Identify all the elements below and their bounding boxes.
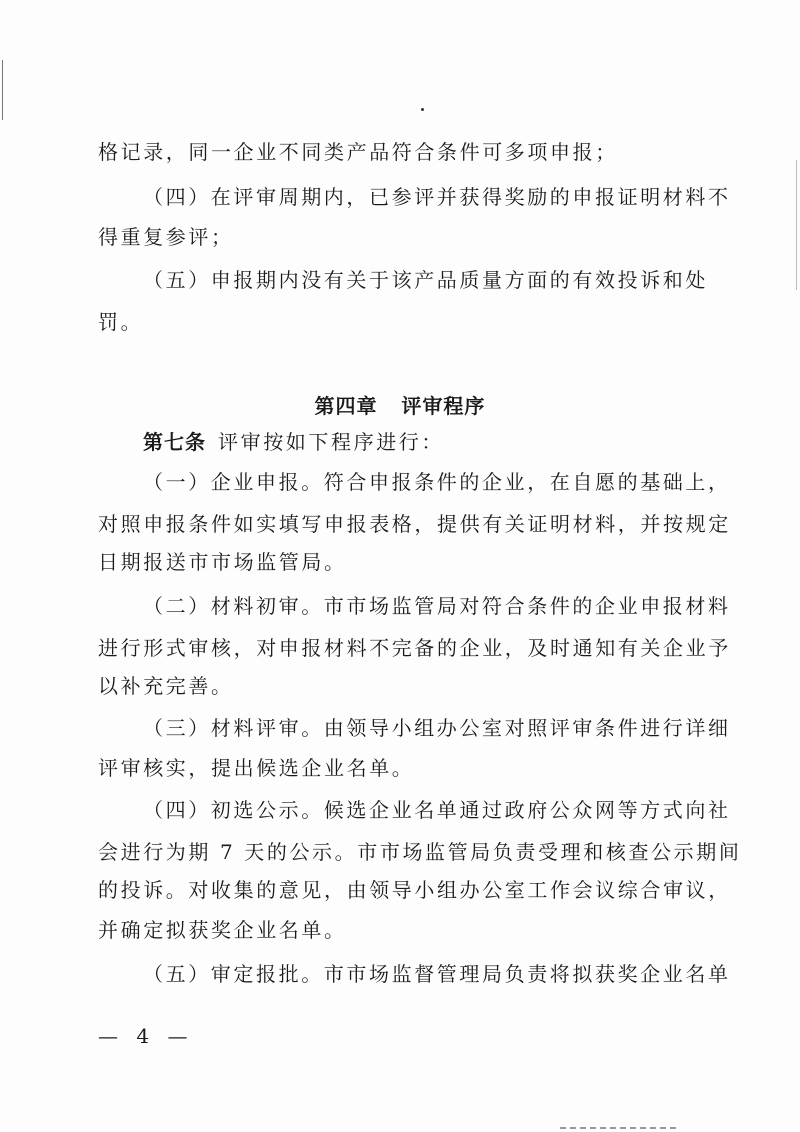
text-line: （四）在评审周期内，已参评并获得奖励的申报证明材料不 [143,185,731,209]
article-text: 评审按如下程序进行： [218,430,444,454]
text-line: （四）初选公示。候选企业名单通过政府公众网等方式向社 [143,798,731,822]
article-label: 第七条 [143,430,206,454]
text-line: 日期报送市市场监管局。 [98,550,347,574]
text-line: 进行形式审核，对申报材料不完备的企业，及时通知有关企业予 [98,636,731,660]
text-line: 评审核实，提出候选企业名单。 [98,756,415,780]
text-line: （五）申报期内没有关于该产品质量方面的有效投诉和处 [143,268,708,292]
text-line: 的投诉。对收集的意见，由领导小组办公室工作会议综合审议， [98,878,731,902]
scan-artifact [421,108,424,111]
chapter-title: 第四章 评审程序 [314,394,486,418]
scan-artifact [2,60,3,120]
text-line: 得重复参评； [98,225,234,249]
text-line: 罚。 [98,310,144,334]
text-line: 对照申报条件如实填写申报表格，提供有关证明材料，并按规定 [98,512,731,536]
page-number: — 4 — [98,1024,194,1048]
text-line: （二）材料初审。市市场监管局对符合条件的企业申报材料 [143,594,731,618]
scan-artifact [560,1127,680,1129]
text-line: 以补充完善。 [98,674,234,698]
article-heading [143,430,444,454]
text-line: （一）企业申报。符合申报条件的企业，在自愿的基础上， [143,470,731,494]
text-line: 并确定拟获奖企业名单。 [98,918,347,942]
text-line: 会进行为期 7 天的公示。市市场监管局负责受理和核查公示期间 [98,840,742,864]
text-line: （三）材料评审。由领导小组办公室对照评审条件进行详细 [143,716,731,740]
text-line: 格记录，同一企业不同类产品符合条件可多项申报； [98,140,618,164]
text-line: （五）审定报批。市市场监督管理局负责将拟获奖企业名单 [143,962,731,986]
scan-artifact [796,160,797,290]
